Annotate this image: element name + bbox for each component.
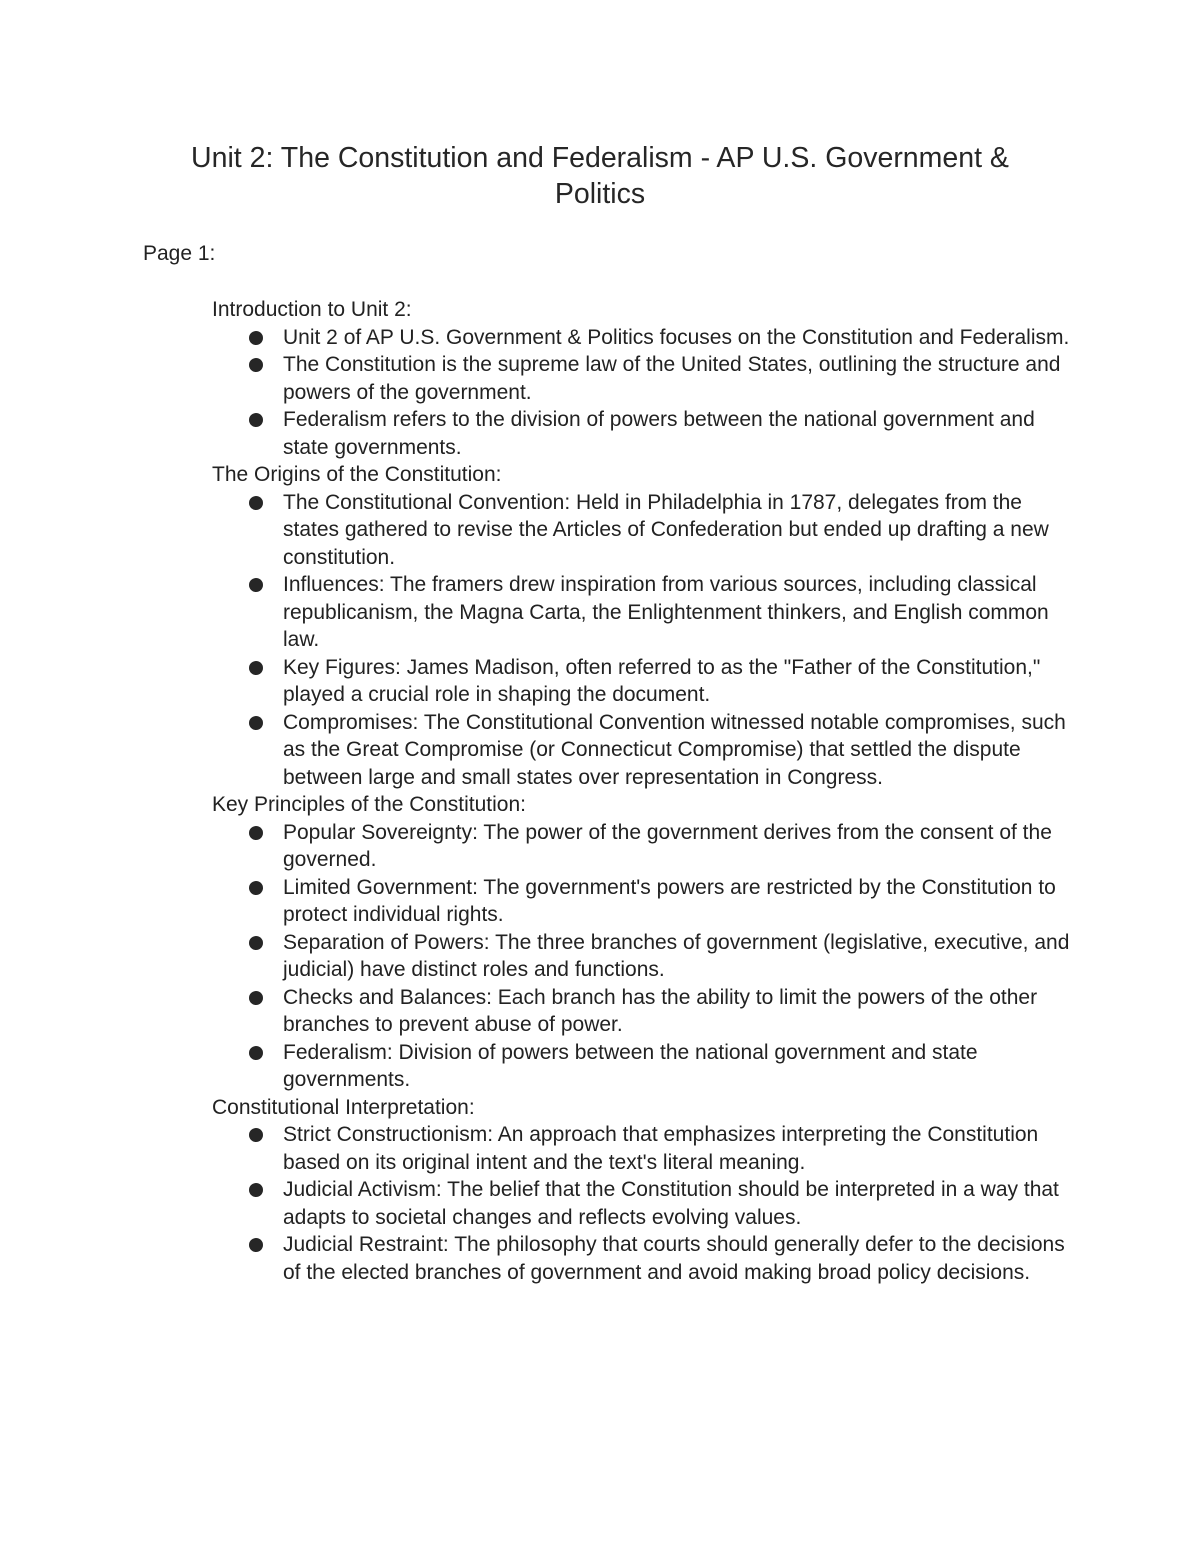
list-item-text: Judicial Restraint: The philosophy that courts should generally defer to the decisions of the elected branches of government and avoid making broad policy decisions. — [283, 1233, 1065, 1284]
bullet-icon — [249, 826, 263, 840]
list-item — [283, 406, 1072, 461]
bullet-icon — [249, 496, 263, 510]
list-item-text: Federalism refers to the division of powers between the national government and state governments. — [283, 408, 1035, 459]
section-heading: Constitutional Interpretation: — [212, 1095, 475, 1119]
bullet-list — [212, 324, 1072, 462]
bullet-icon — [249, 661, 263, 675]
list-item — [283, 709, 1072, 792]
list-item — [283, 1039, 1072, 1094]
section-interpretation — [212, 1094, 1072, 1287]
bullet-icon — [249, 881, 263, 895]
section-heading: Key Principles of the Constitution: — [212, 793, 526, 816]
list-item-text: Compromises: The Constitutional Convention witnessed notable compromises, such as the Great Compromise (or Connecticut Compromise) that settled the dispute between large and small states over representation in Congress. — [283, 710, 1066, 789]
bullet-icon — [249, 1183, 263, 1197]
list-item-text: Influences: The framers drew inspiration from various sources, including classical republicanism, the Magna Carta, the Enlightenment thinkers, and English common law. — [283, 573, 1049, 651]
section-introduction — [212, 296, 1072, 461]
list-item — [283, 874, 1072, 929]
list-item — [283, 571, 1072, 654]
list-item — [283, 929, 1072, 984]
section-origins — [212, 461, 1072, 791]
bullet-icon — [249, 1046, 263, 1060]
section-heading: Introduction to Unit 2: — [212, 298, 412, 321]
list-item-text: Limited Government: The government's powers are restricted by the Constitution to protect individual rights. — [283, 875, 1056, 926]
list-item — [283, 351, 1072, 406]
list-item-text: Federalism: Division of powers between the national government and state governments. — [283, 1040, 978, 1091]
list-item-text: The Constitution is the supreme law of the United States, outlining the structure and powers of the government. — [283, 353, 1061, 404]
bullet-list — [212, 489, 1072, 792]
page-label: Page 1: — [143, 242, 216, 265]
list-item — [283, 984, 1072, 1039]
bullet-icon — [249, 1128, 263, 1142]
section-heading: The Origins of the Constitution: — [212, 463, 502, 486]
bullet-icon — [249, 578, 263, 592]
bullet-icon — [249, 716, 263, 730]
list-item — [283, 1176, 1072, 1231]
list-item-text: The Constitutional Convention: Held in Philadelphia in 1787, delegates from the states gathered to revise the Articles of Confederation but ended up drafting a new constitution. — [283, 490, 1049, 569]
bullet-icon — [249, 1238, 263, 1252]
list-item-text: Judicial Activism: The belief that the Constitution should be interpreted in a way that adapts to societal changes and reflects evolving values. — [283, 1178, 1059, 1229]
list-item — [283, 1231, 1072, 1286]
list-item-text: Key Figures: James Madison, often referred to as the "Father of the Constitution," played a crucial role in shaping the document. — [283, 655, 1041, 706]
list-item — [283, 819, 1072, 874]
bullet-list — [212, 819, 1072, 1094]
bullet-icon — [249, 413, 263, 427]
bullet-icon — [249, 936, 263, 950]
list-item-text: Strict Constructionism: An approach that emphasizes interpreting the Constitution based on its original intent and the text's literal meaning. — [283, 1123, 1039, 1174]
list-item-text: Unit 2 of AP U.S. Government & Politics focuses on the Constitution and Federalism. — [283, 325, 1070, 349]
bullet-icon — [249, 331, 263, 345]
list-item-text: Popular Sovereignty: The power of the government derives from the consent of the governed. — [283, 820, 1052, 871]
document-title: Unit 2: The Constitution and Federalism - AP U.S. Government & Politics — [191, 142, 1009, 210]
bullet-list — [212, 1121, 1072, 1286]
section-key-principles — [212, 791, 1072, 1094]
list-item — [283, 1121, 1072, 1176]
list-item — [283, 489, 1072, 572]
bullet-icon — [249, 991, 263, 1005]
list-item-text: Separation of Powers: The three branches of government (legislative, executive, and judicial) have distinct roles and functions. — [283, 930, 1070, 981]
list-item — [283, 324, 1072, 352]
list-item-text: Checks and Balances: Each branch has the ability to limit the powers of the other branches to prevent abuse of power. — [283, 985, 1038, 1036]
document-content — [212, 296, 1072, 1286]
bullet-icon — [249, 358, 263, 372]
list-item — [283, 654, 1072, 709]
